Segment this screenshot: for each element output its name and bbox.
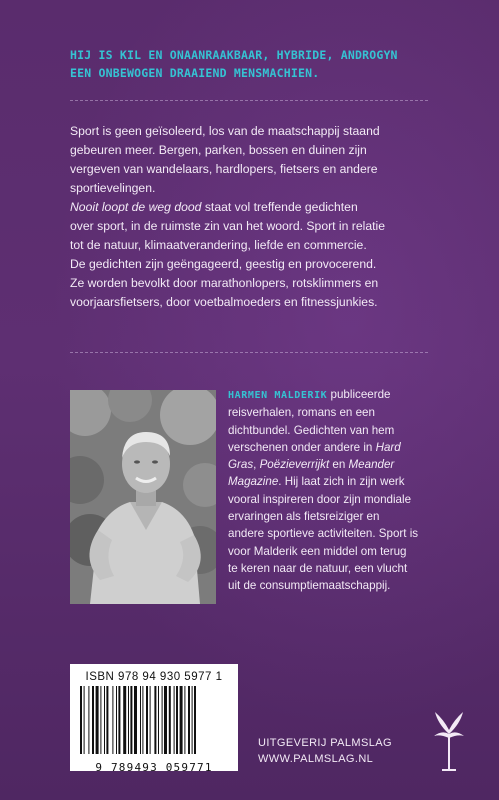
blurb-line: Sport is geen geïsoleerd, los van de maatschappij staand — [70, 124, 380, 138]
tagline-line-1: HIJ IS KIL EN ONAANRAAKBAAR, HYBRIDE, ANDROGYN — [70, 48, 398, 62]
barcode-bar — [96, 686, 99, 754]
publication-title: Hard — [375, 440, 401, 454]
blurb-text: staat vol treffende gedichten — [201, 200, 358, 214]
blurb-line — [70, 198, 440, 217]
blurb-line: gebeuren meer. Bergen, parken, bossen en duinen zijn — [70, 143, 367, 157]
author-photo — [70, 390, 216, 604]
publication-title: Gras — [228, 458, 254, 472]
bio-line: vooral inspireren door zijn mondiale — [228, 492, 412, 506]
barcode-digits: 9 789493 059771 — [95, 761, 213, 774]
author-name: HARMEN MALDERIK — [228, 390, 328, 401]
bio-text: publiceerde — [327, 388, 391, 401]
bio-line: reisverhalen, romans en een — [228, 406, 375, 420]
publication-title: Poëzieverrijkt — [259, 458, 330, 472]
barcode-bar — [80, 686, 82, 754]
barcode-bar — [134, 686, 137, 754]
publication-title: Meander — [348, 458, 395, 472]
blurb-line: vergeven van wandelaars, hardlopers, fietsers en andere — [70, 162, 378, 176]
bio-text: . Hij laat zich in zijn werk — [278, 475, 405, 489]
tagline-line-2: EEN ONBEWOGEN DRAAIEND MENSMACHIEN. — [70, 66, 320, 80]
barcode-bar — [92, 686, 94, 754]
barcode-bar — [140, 686, 141, 754]
barcode-bar — [176, 686, 178, 754]
divider-middle — [70, 352, 428, 353]
barcode-bar — [116, 686, 117, 754]
publisher-name: UITGEVERIJ PALMSLAG — [258, 737, 392, 749]
barcode-bar — [192, 686, 193, 754]
blurb-line: sportievelingen. — [70, 181, 156, 195]
barcode-bar — [194, 686, 196, 754]
barcode-bar — [128, 686, 129, 754]
blurb — [70, 122, 440, 312]
bio-line: te keren naar de natuur, een vlucht — [228, 561, 408, 575]
publication-title: Magazine — [228, 475, 279, 489]
bio-text: , — [253, 458, 260, 472]
bio-line — [228, 473, 438, 490]
divider-top — [70, 100, 428, 101]
barcode-bar — [180, 686, 183, 754]
bio-line — [228, 439, 438, 456]
barcode-bar — [106, 686, 108, 754]
barcode-bar — [88, 686, 89, 754]
barcode-bar — [100, 686, 101, 754]
blurb-line: De gedichten zijn geëngageerd, geestig en provocerend. — [70, 257, 377, 271]
barcode-bar — [84, 686, 85, 754]
barcode-bar — [142, 686, 143, 754]
barcode-bar — [158, 686, 159, 754]
barcode-bars — [76, 684, 232, 756]
tagline — [70, 46, 470, 82]
publisher-url: WWW.PALMSLAG.NL — [258, 753, 374, 765]
isbn-label: ISBN 978 94 930 5977 1 — [85, 671, 223, 683]
barcode-bar — [123, 686, 126, 754]
barcode-bar — [130, 686, 132, 754]
blurb-line: Ze worden bevolkt door marathonlopers, rotsklimmers en — [70, 276, 379, 290]
barcode-bar — [174, 686, 175, 754]
palm-logo-icon — [432, 708, 466, 772]
bio-line: andere sportieve activiteiten. Sport is — [228, 527, 419, 541]
bio-line: uit de consumptiemaatschappij. — [228, 579, 391, 593]
barcode-bar — [118, 686, 120, 754]
barcode-bar — [154, 686, 156, 754]
blurb-line: voorjaarsfietsers, door voetbalmoeders en fitnessjunkies. — [70, 295, 378, 309]
bio-line — [228, 456, 438, 473]
blurb-line: over sport, in de ruimste zin van het woord. Sport in relatie — [70, 219, 385, 233]
barcode-bar — [150, 686, 151, 754]
isbn-barcode — [70, 664, 238, 774]
barcode-bar — [112, 686, 113, 754]
barcode-bar — [188, 686, 190, 754]
barcode-bar — [184, 686, 185, 754]
publisher-info — [258, 735, 392, 767]
bio-text: verschenen onder andere in — [228, 440, 376, 454]
bio-line: ervaringen als fietsreiziger en — [228, 510, 380, 524]
bio-line: dichtbundel. Gedichten van hem — [228, 423, 395, 437]
barcode-bar — [146, 686, 148, 754]
bio-line: voor Malderik een middel om terug — [228, 544, 407, 558]
bio-text: en — [329, 458, 349, 472]
barcode-bar — [169, 686, 171, 754]
blurb-line: tot de natuur, klimaatverandering, liefde en commercie. — [70, 238, 367, 252]
barcode-bar — [162, 686, 163, 754]
barcode-bar — [104, 686, 105, 754]
book-title: Nooit loopt de weg dood — [70, 200, 202, 214]
barcode-bar — [164, 686, 167, 754]
author-portrait-image — [70, 390, 216, 604]
author-bio — [228, 386, 438, 595]
